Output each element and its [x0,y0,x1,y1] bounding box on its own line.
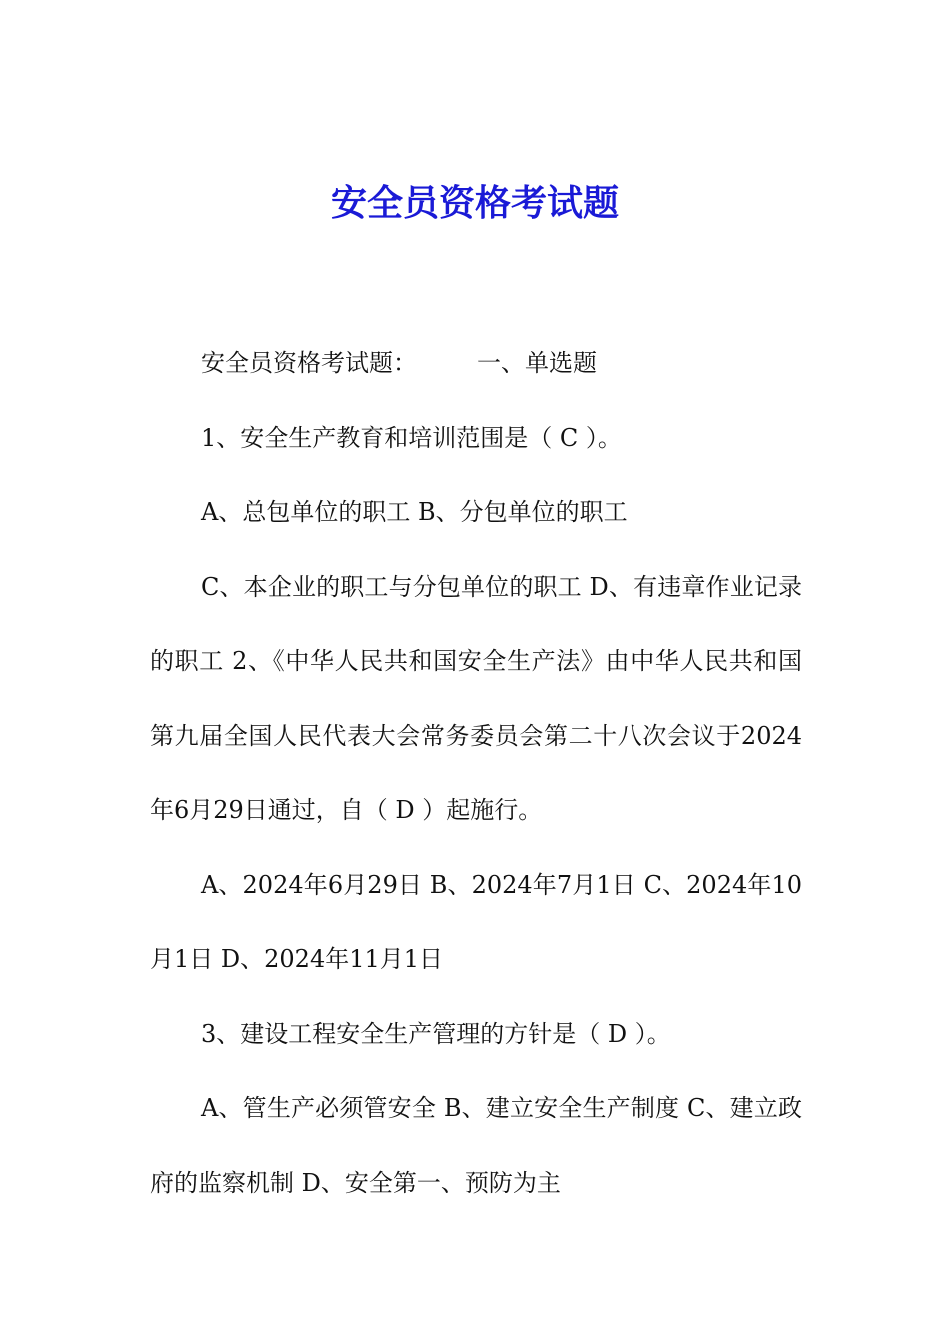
document-title: 安全员资格考试题 [330,182,619,224]
paragraph-heading: 安全员资格考试题： 一、单选题 [201,349,597,377]
question-1: 1、安全生产教育和培训范围是（ C ）。 [201,423,622,452]
question-2-options: A、2024年6月29日 B、2024年7月1日 C、2024年10月1日 D、2024年11月1日 [150,870,802,973]
question-1-options-ab: A、总包单位的职工 B、分包单位的职工 [201,498,628,526]
question-1-options-cd-question-2: C、本企业的职工与分包单位的职工 D、有违章作业记录的职工 2、《中华人民共和国安全生产法》由中华人民共和国第九届全国人民代表大会常务委员会第二十八次会议于2024年6月29日通过，自（ D ）起施行。 [150,572,802,824]
question-3-options: A、管生产必须管安全 B、建立安全生产制度 C、建立政府的监察机制 D、安全第一、预防为主 [150,1094,802,1197]
document-body [150,326,802,1220]
question-3: 3、建设工程安全生产管理的方针是（ D ）。 [201,1019,671,1048]
